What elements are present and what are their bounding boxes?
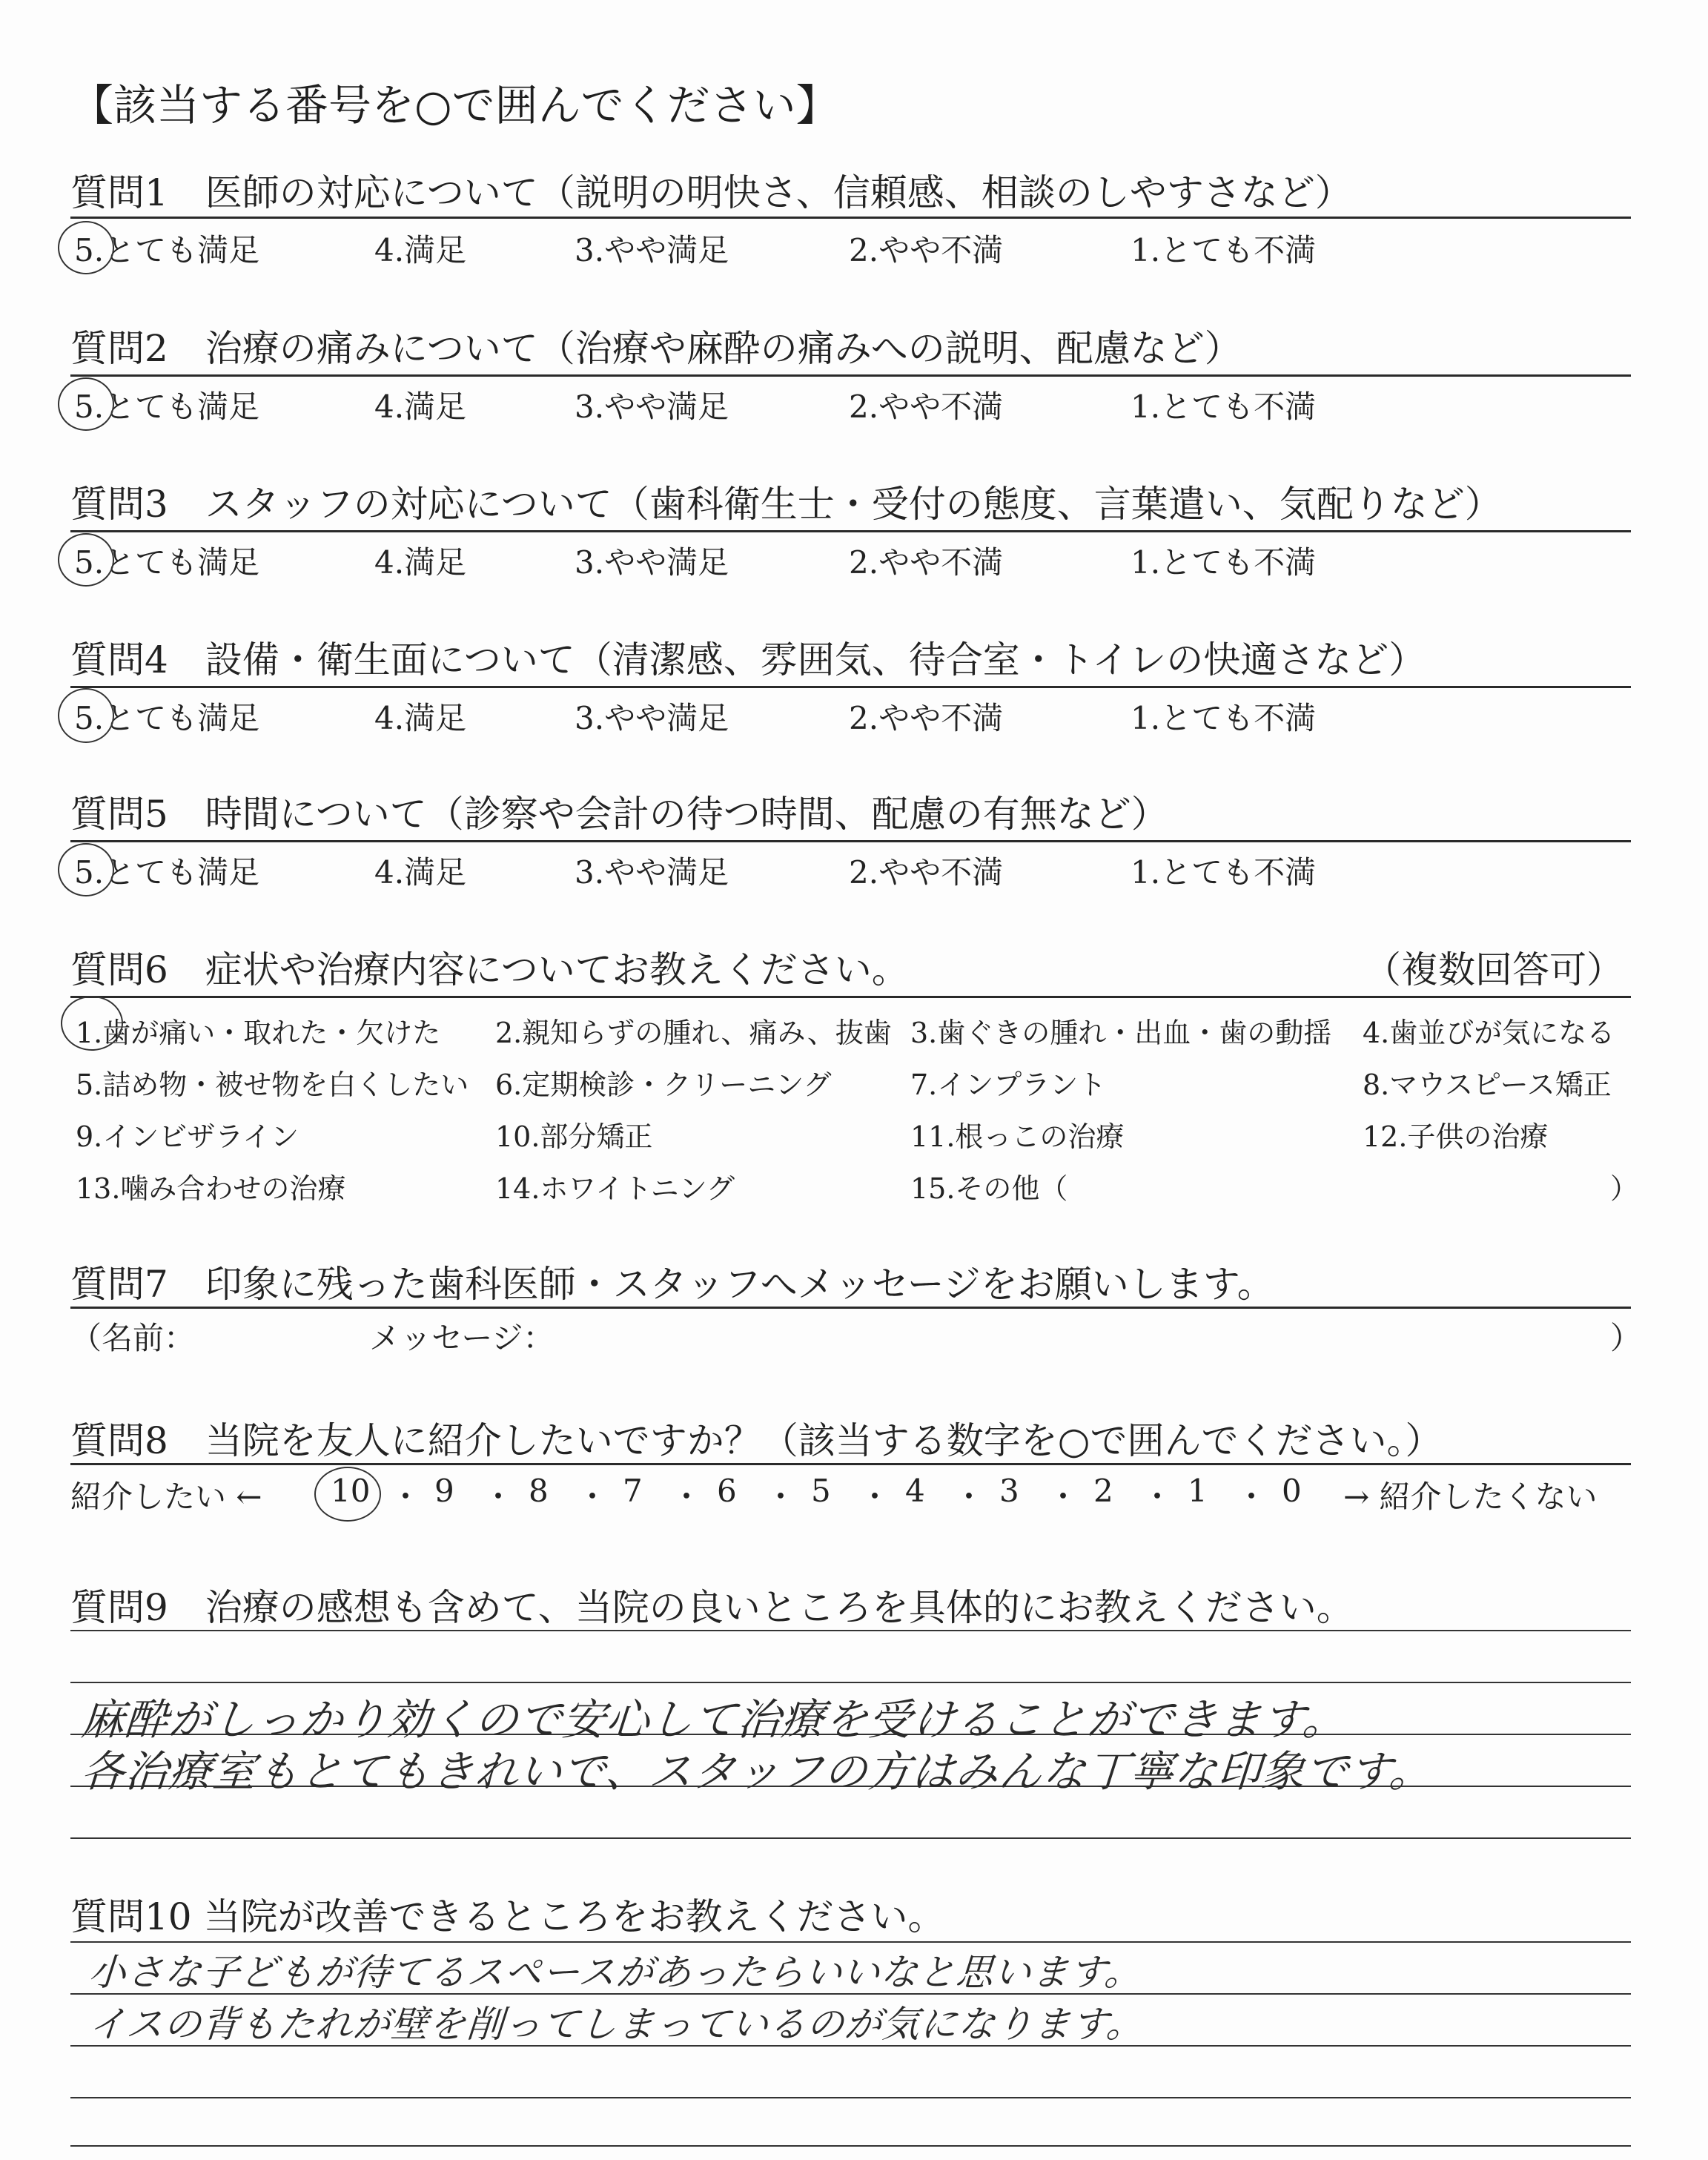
q4-option-3[interactable]: 3.やや満足 bbox=[575, 700, 729, 736]
q10-line-4 bbox=[70, 2097, 1631, 2098]
q2-option-5[interactable]: 5.とても満足 bbox=[74, 389, 260, 425]
q3-option-3[interactable]: 3.やや満足 bbox=[575, 544, 729, 581]
q6-title: 質問6 症状や治療内容についてお教えください。 bbox=[70, 948, 909, 991]
q6-note: （複数回答可） bbox=[1364, 948, 1623, 991]
q8-separator: ・ bbox=[1236, 1479, 1268, 1515]
q7-message-label: メッセージ： bbox=[369, 1320, 555, 1356]
q5-option-3[interactable]: 3.やや満足 bbox=[575, 854, 729, 891]
q8-rule bbox=[70, 1463, 1631, 1465]
q8-separator: ・ bbox=[390, 1479, 422, 1515]
q1-option-4[interactable]: 4.満足 bbox=[374, 232, 467, 268]
q2-title: 質問2 治療の痛みについて（治療や麻酔の痛みへの説明、配慮など） bbox=[70, 327, 1242, 370]
q8-separator: ・ bbox=[953, 1479, 985, 1515]
q2-option-2[interactable]: 2.やや不満 bbox=[849, 389, 1004, 425]
q8-score-7[interactable]: 7 bbox=[623, 1473, 643, 1509]
q6-option-3[interactable]: 3.歯ぐきの腫れ・出血・歯の動揺 bbox=[910, 1017, 1332, 1049]
q4-rule bbox=[70, 686, 1631, 688]
q6-selection-circle bbox=[61, 996, 123, 1051]
q6-option-2[interactable]: 2.親知らずの腫れ、痛み、抜歯 bbox=[495, 1017, 892, 1049]
q8-separator: ・ bbox=[483, 1479, 514, 1515]
q8-separator: ・ bbox=[1142, 1479, 1174, 1515]
q9-title: 質問9 治療の感想も含めて、当院の良いところを具体的にお教えください。 bbox=[70, 1586, 1354, 1629]
q6-option-10[interactable]: 10.部分矯正 bbox=[495, 1120, 653, 1153]
q1-option-5[interactable]: 5.とても満足 bbox=[74, 232, 260, 268]
q3-option-2[interactable]: 2.やや不満 bbox=[849, 544, 1004, 581]
q1-title: 質問1 医師の対応について（説明の明快さ、信頼感、相談のしやすさなど） bbox=[70, 171, 1352, 214]
q6-option-1[interactable]: 1.歯が痛い・取れた・欠けた bbox=[76, 1017, 441, 1049]
q6-option-15-close: ） bbox=[1610, 1172, 1639, 1205]
q2-option-3[interactable]: 3.やや満足 bbox=[575, 389, 729, 425]
q8-score-10[interactable]: 10 bbox=[331, 1473, 371, 1509]
q5-option-2[interactable]: 2.やや不満 bbox=[849, 854, 1004, 891]
q6-option-9[interactable]: 9.インビザライン bbox=[76, 1120, 299, 1153]
q6-option-8[interactable]: 8.マウスピース矯正 bbox=[1363, 1069, 1612, 1101]
q2-option-1[interactable]: 1.とても不満 bbox=[1131, 389, 1317, 425]
q3-option-4[interactable]: 4.満足 bbox=[374, 544, 467, 581]
q4-option-2[interactable]: 2.やや不満 bbox=[849, 700, 1004, 736]
q6-option-12[interactable]: 12.子供の治療 bbox=[1363, 1120, 1549, 1153]
q8-score-0[interactable]: 0 bbox=[1282, 1473, 1302, 1509]
q8-score-8[interactable]: 8 bbox=[529, 1473, 549, 1509]
q3-title: 質問3 スタッフの対応について（歯科衛生士・受付の態度、言葉遣い、気配りなど） bbox=[70, 483, 1502, 526]
q8-separator: ・ bbox=[1047, 1479, 1079, 1515]
q6-option-4[interactable]: 4.歯並びが気になる bbox=[1363, 1017, 1615, 1049]
q6-option-7[interactable]: 7.インプラント bbox=[910, 1069, 1107, 1101]
q9-answer-line-1: 麻酔がしっかり効くので安心して治療を受けることができます。 bbox=[79, 1694, 1348, 1745]
q8-score-2[interactable]: 2 bbox=[1093, 1473, 1113, 1509]
q3-option-5[interactable]: 5.とても満足 bbox=[74, 544, 260, 581]
q6-option-11[interactable]: 11.根っこの治療 bbox=[910, 1120, 1125, 1153]
q8-separator: ・ bbox=[671, 1479, 703, 1515]
q5-rule bbox=[70, 840, 1631, 842]
q8-separator: ・ bbox=[765, 1479, 797, 1515]
q6-option-14[interactable]: 14.ホワイトニング bbox=[495, 1172, 735, 1205]
q7-close-paren: ） bbox=[1610, 1320, 1642, 1356]
q4-selection-circle bbox=[58, 688, 114, 743]
q7-title: 質問7 印象に残った歯科医師・スタッフへメッセージをお願いします。 bbox=[70, 1263, 1274, 1306]
q3-option-1[interactable]: 1.とても不満 bbox=[1131, 544, 1317, 581]
q10-answer-line-1: 小さな子どもが待てるスペースがあったらいいなと思います。 bbox=[87, 1951, 1144, 1994]
q10-title: 質問10 当院が改善できるところをお教えください。 bbox=[70, 1895, 945, 1938]
q1-rule bbox=[70, 217, 1631, 219]
q3-selection-circle bbox=[58, 533, 114, 587]
q3-rule bbox=[70, 530, 1631, 532]
form-header: 【該当する番号を○で囲んでください】 bbox=[70, 80, 839, 131]
q8-score-5[interactable]: 5 bbox=[811, 1473, 831, 1509]
q8-selection-circle bbox=[314, 1467, 381, 1522]
q1-option-3[interactable]: 3.やや満足 bbox=[575, 232, 729, 268]
q8-right-label: → 紹介したくない bbox=[1343, 1479, 1598, 1515]
q7-rule bbox=[70, 1307, 1631, 1309]
q6-option-15[interactable]: 15.その他（ bbox=[910, 1172, 1068, 1205]
q4-title: 質問4 設備・衛生面について（清潔感、雰囲気、待合室・トイレの快適さなど） bbox=[70, 638, 1426, 681]
q8-score-3[interactable]: 3 bbox=[999, 1473, 1019, 1509]
q6-option-6[interactable]: 6.定期検診・クリーニング bbox=[495, 1069, 832, 1101]
q6-option-5[interactable]: 5.詰め物・被せ物を白くしたい bbox=[76, 1069, 469, 1101]
q10-answer-line-2: イスの背もたれが壁を削ってしまっているのが気になります。 bbox=[87, 2003, 1146, 2046]
q8-score-1[interactable]: 1 bbox=[1188, 1473, 1208, 1509]
q7-name-label: （名前： bbox=[70, 1320, 196, 1356]
q1-selection-circle bbox=[58, 221, 114, 274]
q9-answer-line-2: 各治療室もとてもきれいで、スタッフの方はみんな丁寧な印象です。 bbox=[79, 1746, 1435, 1797]
q9-line-5 bbox=[70, 1837, 1631, 1839]
q9-line-2 bbox=[70, 1682, 1631, 1683]
q8-score-6[interactable]: 6 bbox=[717, 1473, 737, 1509]
q2-selection-circle bbox=[58, 377, 114, 431]
q1-option-1[interactable]: 1.とても不満 bbox=[1131, 232, 1317, 268]
q5-option-1[interactable]: 1.とても不満 bbox=[1131, 854, 1317, 891]
q10-line-5 bbox=[70, 2145, 1631, 2147]
q4-option-5[interactable]: 5.とても満足 bbox=[74, 700, 260, 736]
q9-line-1 bbox=[70, 1630, 1631, 1631]
q8-score-4[interactable]: 4 bbox=[905, 1473, 925, 1509]
q5-option-4[interactable]: 4.満足 bbox=[374, 854, 467, 891]
q5-option-5[interactable]: 5.とても満足 bbox=[74, 854, 260, 891]
q6-option-13[interactable]: 13.噛み合わせの治療 bbox=[76, 1172, 346, 1205]
q2-rule bbox=[70, 374, 1631, 377]
q2-option-4[interactable]: 4.満足 bbox=[374, 389, 467, 425]
q6-rule bbox=[70, 996, 1631, 998]
q1-option-2[interactable]: 2.やや不満 bbox=[849, 232, 1004, 268]
q5-title: 質問5 時間について（診察や会計の待つ時間、配慮の有無など） bbox=[70, 793, 1168, 836]
q8-separator: ・ bbox=[577, 1479, 609, 1515]
q8-title: 質問8 当院を友人に紹介したいですか？（該当する数字を○で囲んでください。） bbox=[70, 1419, 1443, 1462]
q4-option-1[interactable]: 1.とても不満 bbox=[1131, 700, 1317, 736]
q8-score-9[interactable]: 9 bbox=[434, 1473, 454, 1509]
q8-left-label: 紹介したい ← bbox=[70, 1479, 262, 1515]
q4-option-4[interactable]: 4.満足 bbox=[374, 700, 467, 736]
q5-selection-circle bbox=[58, 843, 114, 896]
q8-separator: ・ bbox=[859, 1479, 891, 1515]
